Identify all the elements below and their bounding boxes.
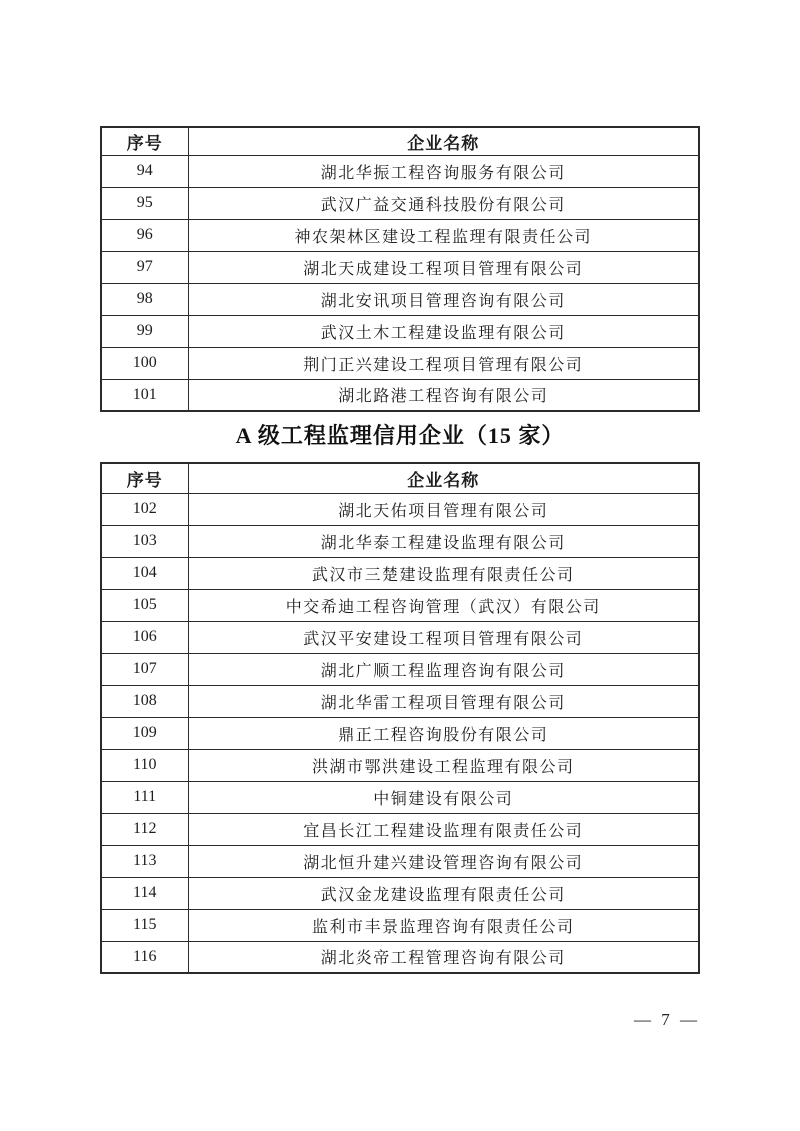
table-row <box>101 283 699 315</box>
table-row <box>101 219 699 251</box>
row-serial-number: 99 <box>101 315 188 347</box>
row-serial-number: 94 <box>101 155 188 187</box>
table-row <box>101 653 699 685</box>
company-name: 湖北华振工程咨询服务有限公司 <box>188 155 699 187</box>
company-name: 宜昌长江工程建设监理有限责任公司 <box>188 813 699 845</box>
table-row <box>101 845 699 877</box>
company-name: 武汉市三楚建设监理有限责任公司 <box>188 557 699 589</box>
company-name: 湖北安讯项目管理咨询有限公司 <box>188 283 699 315</box>
row-serial-number: 115 <box>101 909 188 941</box>
table-row <box>101 941 699 973</box>
row-serial-number: 98 <box>101 283 188 315</box>
company-name: 湖北炎帝工程管理咨询有限公司 <box>188 941 699 973</box>
table-row <box>101 347 699 379</box>
table-row <box>101 315 699 347</box>
section-heading-a-grade: A 级工程监理信用企业（15 家） <box>235 423 565 448</box>
table-row <box>101 909 699 941</box>
row-serial-number: 108 <box>101 685 188 717</box>
company-name: 湖北华泰工程建设监理有限公司 <box>188 525 699 557</box>
row-serial-number: 114 <box>101 877 188 909</box>
row-serial-number: 102 <box>101 493 188 525</box>
company-name: 湖北恒升建兴建设管理咨询有限公司 <box>188 845 699 877</box>
row-serial-number: 110 <box>101 749 188 781</box>
table-header-row <box>101 127 699 155</box>
page-number: — 7 — <box>634 1010 700 1029</box>
row-serial-number: 112 <box>101 813 188 845</box>
company-name: 洪湖市鄂洪建设工程监理有限公司 <box>188 749 699 781</box>
company-name: 中铜建设有限公司 <box>188 781 699 813</box>
table-row <box>101 749 699 781</box>
table-row <box>101 557 699 589</box>
row-serial-number: 111 <box>101 781 188 813</box>
row-serial-number: 106 <box>101 621 188 653</box>
row-serial-number: 95 <box>101 187 188 219</box>
row-serial-number: 100 <box>101 347 188 379</box>
company-name: 湖北路港工程咨询有限公司 <box>188 379 699 411</box>
company-name: 神农架林区建设工程监理有限责任公司 <box>188 219 699 251</box>
table-row <box>101 717 699 749</box>
column-header-company-name: 企业名称 <box>188 127 699 155</box>
table-row <box>101 525 699 557</box>
company-name: 武汉广益交通科技股份有限公司 <box>188 187 699 219</box>
table-row <box>101 877 699 909</box>
row-serial-number: 97 <box>101 251 188 283</box>
row-serial-number: 104 <box>101 557 188 589</box>
table-row <box>101 589 699 621</box>
company-name: 荆门正兴建设工程项目管理有限公司 <box>188 347 699 379</box>
table-row <box>101 155 699 187</box>
row-serial-number: 116 <box>101 941 188 973</box>
row-serial-number: 96 <box>101 219 188 251</box>
company-name: 武汉土木工程建设监理有限公司 <box>188 315 699 347</box>
row-serial-number: 113 <box>101 845 188 877</box>
table-row <box>101 251 699 283</box>
company-name: 湖北华雷工程项目管理有限公司 <box>188 685 699 717</box>
table-header-row <box>101 463 699 493</box>
company-name: 湖北天成建设工程项目管理有限公司 <box>188 251 699 283</box>
table-row <box>101 685 699 717</box>
company-table-upper <box>100 126 700 412</box>
table-row <box>101 379 699 411</box>
row-serial-number: 105 <box>101 589 188 621</box>
company-table-a-grade <box>100 462 700 974</box>
company-name: 鼎正工程咨询股份有限公司 <box>188 717 699 749</box>
column-header-index: 序号 <box>101 463 188 493</box>
table-row <box>101 621 699 653</box>
row-serial-number: 109 <box>101 717 188 749</box>
row-serial-number: 107 <box>101 653 188 685</box>
column-header-company-name: 企业名称 <box>188 463 699 493</box>
company-name: 湖北广顺工程监理咨询有限公司 <box>188 653 699 685</box>
company-name: 监利市丰景监理咨询有限责任公司 <box>188 909 699 941</box>
row-serial-number: 101 <box>101 379 188 411</box>
company-name: 中交希迪工程咨询管理（武汉）有限公司 <box>188 589 699 621</box>
company-name: 湖北天佑项目管理有限公司 <box>188 493 699 525</box>
table-row <box>101 187 699 219</box>
table-row <box>101 813 699 845</box>
column-header-index: 序号 <box>101 127 188 155</box>
table-row <box>101 781 699 813</box>
row-serial-number: 103 <box>101 525 188 557</box>
company-name: 武汉金龙建设监理有限责任公司 <box>188 877 699 909</box>
table-row <box>101 493 699 525</box>
company-name: 武汉平安建设工程项目管理有限公司 <box>188 621 699 653</box>
